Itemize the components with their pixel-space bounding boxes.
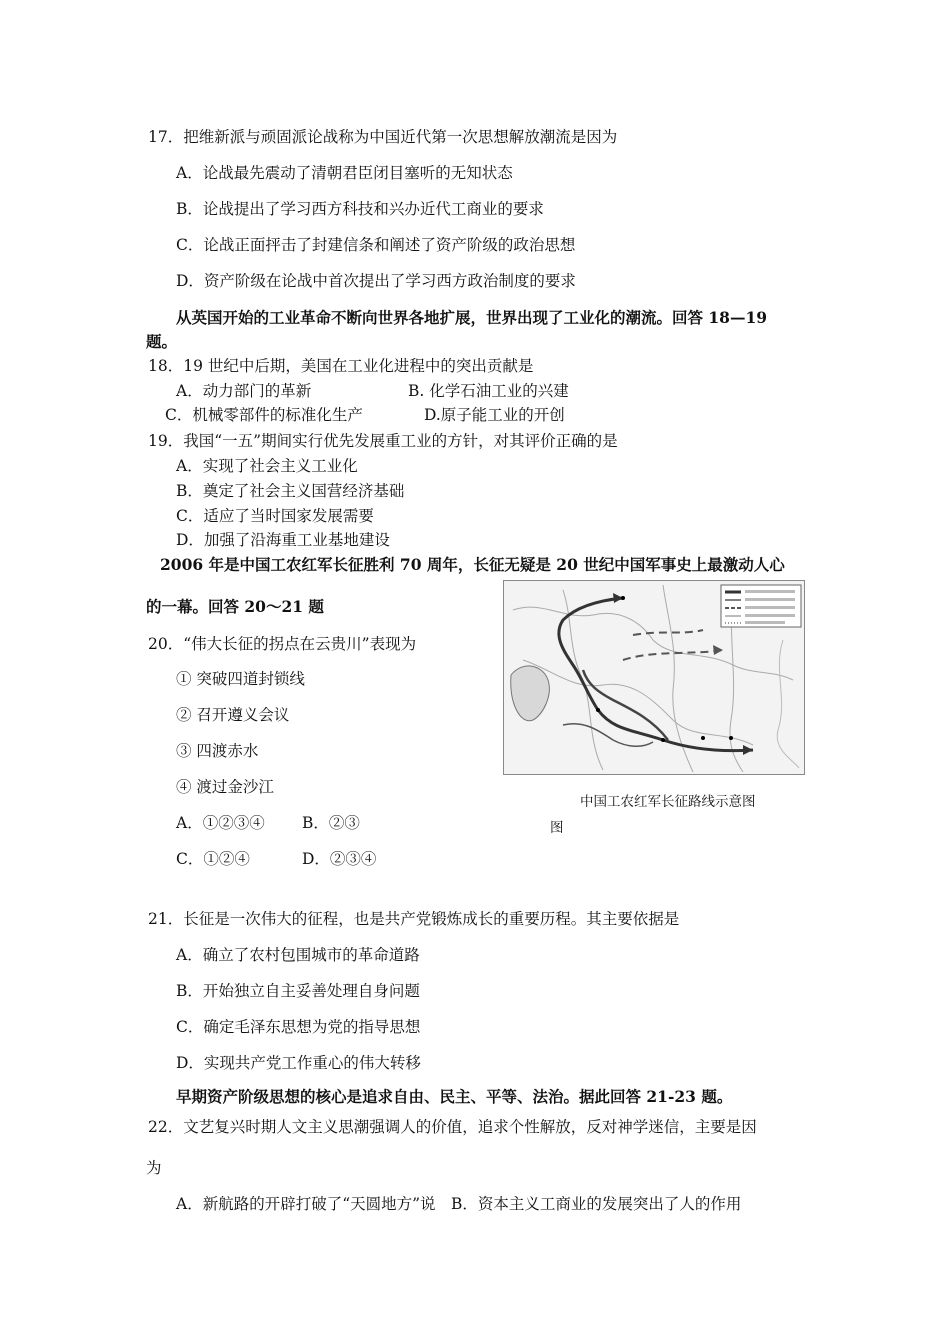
long-march-route-map (503, 580, 805, 775)
q18-option-c: C．机械零部件的标准化生产 (165, 406, 363, 424)
q19-stem: 19．我国“一五”期间实行优先发展重工业的方针，对其评价正确的是 (148, 432, 618, 450)
q21-option-b: B．开始独立自主妥善处理自身问题 (176, 982, 420, 1000)
q19-option-c: C．适应了当时国家发展需要 (176, 507, 374, 525)
q17-stem: 17．把维新派与顽固派论战称为中国近代第一次思想解放潮流是因为 (148, 128, 618, 146)
map-caption-line2: 图 (550, 820, 564, 836)
map-image (503, 580, 805, 775)
q18-option-a: A．动力部门的革新 (176, 382, 312, 400)
q22-options-ab: A．新航路的开辟打破了“天圆地方”说 B．资本主义工商业的发展突出了人的作用 (176, 1195, 742, 1213)
q20-item-4: ④ 渡过金沙江 (176, 778, 274, 796)
q21-option-a: A．确立了农村包围城市的革命道路 (176, 946, 420, 964)
intro-20-21-line1: 2006 年是中国工农红军长征胜利 70 周年，长征无疑是 20 世纪中国军事史上最激动人心 (160, 555, 785, 574)
q17-option-c: C．论战正面抨击了封建信条和阐述了资产阶级的政治思想 (176, 236, 576, 254)
q19-option-d: D．加强了沿海重工业基地建设 (176, 531, 390, 549)
q20-option-c: C．①②④ (176, 850, 250, 868)
q21-option-c: C．确定毛泽东思想为党的指导思想 (176, 1018, 421, 1036)
intro-18-19-line2: 题。 (146, 332, 178, 351)
q22-stem-line1: 22．文艺复兴时期人文主义思潮强调人的价值，追求个性解放，反对神学迷信，主要是因 (148, 1118, 757, 1136)
q21-option-d: D．实现共产党工作重心的伟大转移 (176, 1054, 421, 1072)
q22-stem-line2: 为 (146, 1159, 162, 1177)
q17-option-a: A．论战最先震动了清朝君臣闭目塞听的无知状态 (176, 164, 513, 182)
q20-item-3: ③ 四渡赤水 (176, 742, 259, 760)
q18-option-b: B. 化学石油工业的兴建 (408, 382, 569, 400)
q17-option-d: D．资产阶级在论战中首次提出了学习西方政治制度的要求 (176, 272, 576, 290)
intro-18-19-line1: 从英国开始的工业革命不断向世界各地扩展，世界出现了工业化的潮流。回答 18—19 (176, 308, 768, 327)
q19-option-b: B．奠定了社会主义国营经济基础 (176, 482, 405, 500)
q18-option-d: D.原子能工业的开创 (424, 406, 565, 424)
q19-option-a: A．实现了社会主义工业化 (176, 457, 358, 475)
q21-stem: 21．长征是一次伟大的征程，也是共产党锻炼成长的重要历程。其主要依据是 (148, 910, 680, 928)
q20-stem: 20．“伟大长征的拐点在云贵川”表现为 (148, 635, 417, 653)
intro-20-21-line2: 的一幕。回答 20～21 题 (146, 597, 324, 616)
q17-option-b: B．论战提出了学习西方科技和兴办近代工商业的要求 (176, 200, 544, 218)
q20-item-1: ① 突破四道封锁线 (176, 670, 305, 688)
intro-21-23: 早期资产阶级思想的核心是追求自由、民主、平等、法治。据此回答 21-23 题。 (176, 1087, 733, 1106)
q20-item-2: ② 召开遵义会议 (176, 706, 290, 724)
q20-option-d: D．②③④ (302, 850, 377, 868)
q20-option-a: A．①②③④ (176, 814, 265, 832)
q18-stem: 18．19 世纪中后期，美国在工业化进程中的突出贡献是 (148, 357, 534, 375)
map-caption: 中国工农红军长征路线示意图 (580, 794, 756, 810)
q20-option-b: B．②③ (302, 814, 360, 832)
